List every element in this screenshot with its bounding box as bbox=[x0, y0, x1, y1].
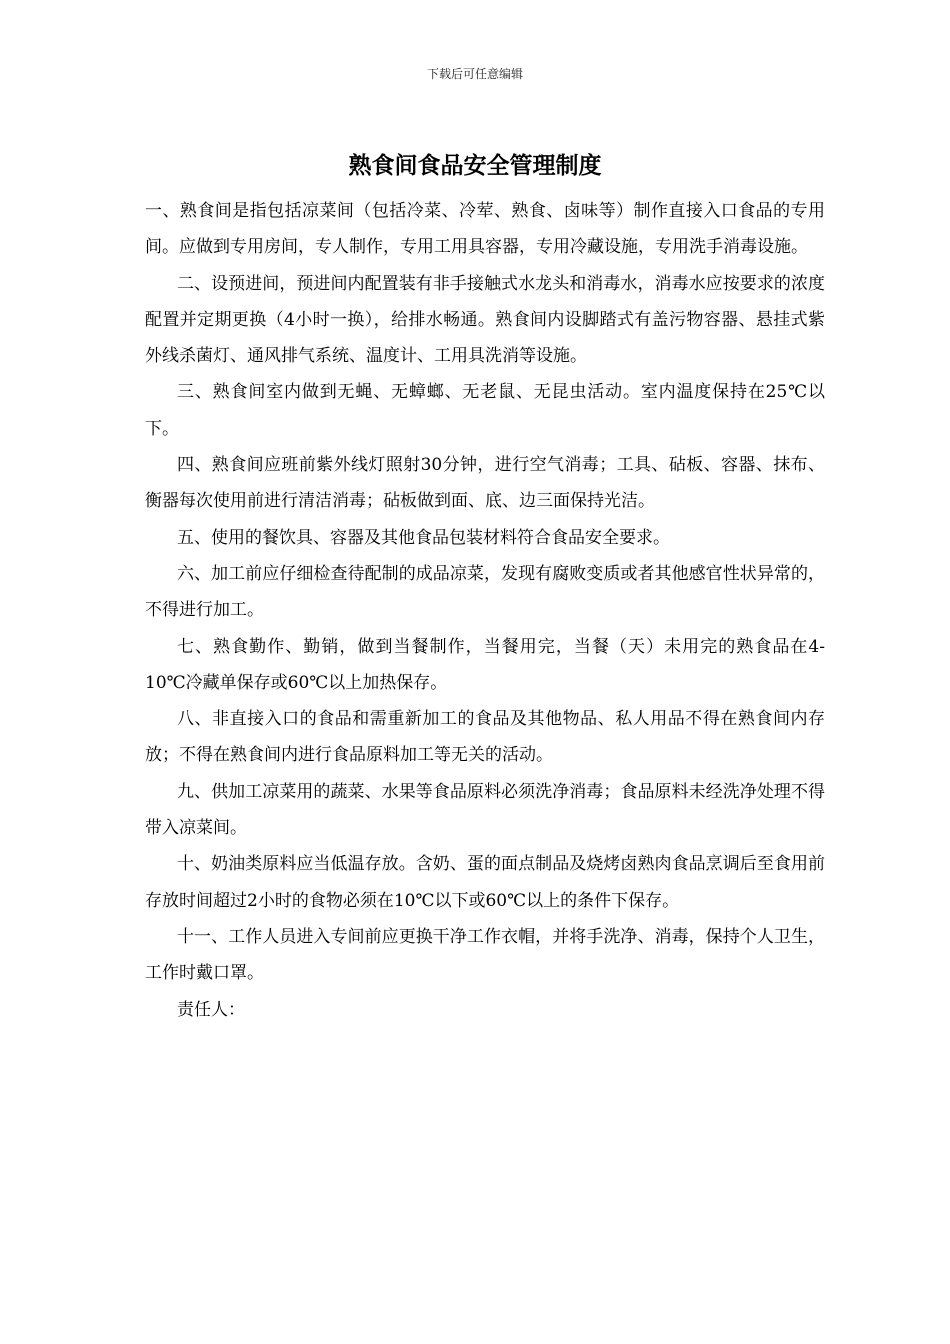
clause-8: 八、非直接入口的食品和需重新加工的食品及其他物品、私人用品不得在熟食间内存放；不得在熟食间内进行食品原料加工等无关的活动。 bbox=[145, 709, 825, 766]
clause-5: 五、使用的餐饮具、容器及其他食品包装材料符合食品安全要求。 bbox=[177, 527, 670, 548]
clause-1: 一、熟食间是指包括凉菜间（包括冷菜、冷荤、熟食、卤味等）制作直接入口食品的专用间。应做到专用房间，专人制作，专用工用具容器，专用冷藏设施，专用洗手消毒设施。 bbox=[145, 201, 825, 258]
clause-3: 三、熟食间室内做到无蝇、无蟑螂、无老鼠、无昆虫活动。室内温度保持在25℃以下。 bbox=[145, 382, 825, 439]
clause-10: 十、奶油类原料应当低温存放。含奶、蛋的面点制品及烧烤卤熟肉食品烹调后至食用前存放时间超过2小时的食物必须在10℃以下或60℃以上的条件下保存。 bbox=[145, 854, 825, 911]
clause-11: 十一、工作人员进入专间前应更换干净工作衣帽，并将手洗净、消毒，保持个人卫生，工作时戴口罩。 bbox=[145, 926, 825, 984]
clause-7: 七、熟食勤作、勤销，做到当餐制作，当餐用完，当餐（天）未用完的熟食品在4-10℃冷藏单保存或60℃以上加热保存。 bbox=[145, 636, 825, 693]
clause-6: 六、加工前应仔细检查待配制的成品凉菜，发现有腐败变质或者其他感官性状异常的，不得进行加工。 bbox=[145, 563, 825, 621]
document-title: 熟食间食品安全管理制度 bbox=[348, 153, 602, 179]
clause-9: 九、供加工凉菜用的蔬菜、水果等食品原料必须洗净消毒；食品原料未经洗净处理不得带入凉菜间。 bbox=[145, 781, 825, 839]
clause-2: 二、设预进间，预进间内配置装有非手接触式水龙头和消毒水，消毒水应按要求的浓度配置并定期更换（4小时一换），给排水畅通。熟食间内设脚踏式有盖污物容器、悬挂式紫外线杀菌灯、通风排气系统、温度计、工用具洗消等设施。 bbox=[145, 273, 825, 367]
header-note: 下载后可任意编辑 bbox=[426, 67, 523, 81]
document-body bbox=[145, 193, 825, 1028]
clause-4: 四、熟食间应班前紫外线灯照射30分钟，进行空气消毒；工具、砧板、容器、抹布、衡器每次使用前进行清洁消毒；砧板做到面、底、边三面保持光洁。 bbox=[145, 455, 825, 512]
signature-label: 责任人： bbox=[177, 999, 245, 1020]
